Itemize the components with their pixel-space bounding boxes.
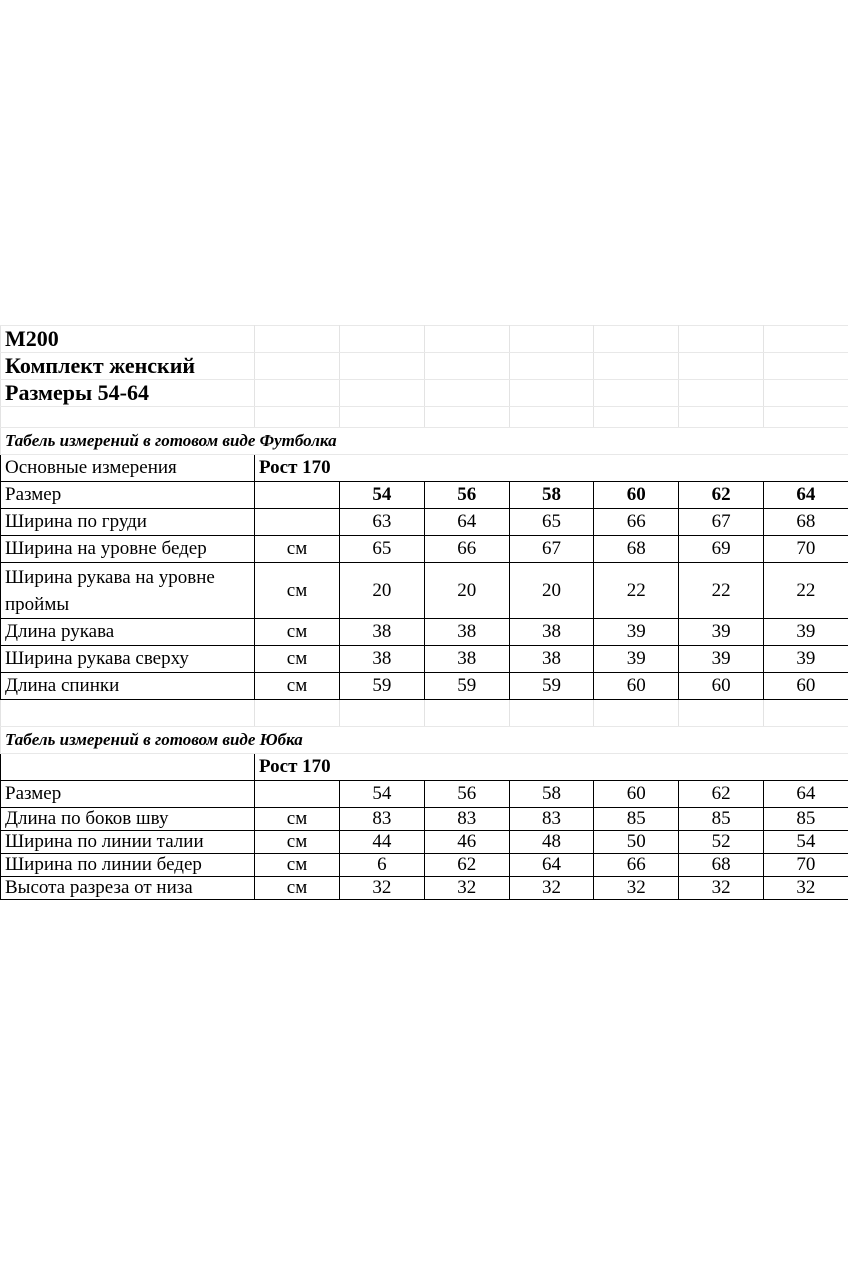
measurement-value: 83 <box>424 808 509 831</box>
size-value: 56 <box>424 482 509 509</box>
size-value: 64 <box>763 482 848 509</box>
measurement-value: 52 <box>679 831 764 854</box>
measurement-value: 68 <box>763 509 848 536</box>
measurement-row <box>1 673 848 700</box>
measurement-label: Ширина рукава на уровне проймы <box>1 563 255 619</box>
empty-cell <box>679 407 764 428</box>
unit-cell: см <box>255 536 340 563</box>
empty-cell <box>340 326 425 353</box>
empty-cell <box>340 380 425 407</box>
empty-cell <box>424 407 509 428</box>
empty-cell <box>340 700 425 727</box>
measurement-value: 60 <box>763 673 848 700</box>
empty-cell <box>679 700 764 727</box>
empty-cell <box>509 700 594 727</box>
size-range: Размеры 54-64 <box>1 380 255 407</box>
size-value: 62 <box>679 781 764 808</box>
measurement-value: 20 <box>509 563 594 619</box>
measurement-value: 83 <box>509 808 594 831</box>
measurement-value: 60 <box>679 673 764 700</box>
measurement-row <box>1 877 848 900</box>
size-value: 62 <box>679 482 764 509</box>
empty-cell <box>509 380 594 407</box>
empty-cell <box>509 353 594 380</box>
measurement-value: 83 <box>340 808 425 831</box>
empty-cell <box>1 754 255 781</box>
measurement-row <box>1 509 848 536</box>
unit-cell: см <box>255 808 340 831</box>
empty-cell <box>509 407 594 428</box>
unit-cell: см <box>255 877 340 900</box>
product-row <box>1 353 848 380</box>
measurement-value: 44 <box>340 831 425 854</box>
spacer-row <box>1 700 848 727</box>
measurement-row <box>1 831 848 854</box>
empty-cell <box>763 407 848 428</box>
measurement-value: 70 <box>763 854 848 877</box>
size-value: 58 <box>509 781 594 808</box>
height-label: Рост 170 <box>255 455 848 482</box>
measurement-value: 64 <box>424 509 509 536</box>
measurement-value: 70 <box>763 536 848 563</box>
measurement-value: 22 <box>594 563 679 619</box>
model-row <box>1 326 848 353</box>
measurement-label: Ширина на уровне бедер <box>1 536 255 563</box>
measurement-value: 59 <box>509 673 594 700</box>
measurement-value: 39 <box>679 619 764 646</box>
size-label: Размер <box>1 781 255 808</box>
measurement-label: Высота разреза от низа <box>1 877 255 900</box>
basic-row <box>1 455 848 482</box>
size-header-row <box>1 482 848 509</box>
size-label: Размер <box>1 482 255 509</box>
measurement-value: 39 <box>763 646 848 673</box>
measurement-value: 62 <box>424 854 509 877</box>
empty-cell <box>763 353 848 380</box>
measurement-value: 32 <box>424 877 509 900</box>
empty-cell <box>594 407 679 428</box>
empty-cell <box>1 700 255 727</box>
measurement-value: 59 <box>424 673 509 700</box>
size-value: 56 <box>424 781 509 808</box>
measurement-value: 66 <box>594 854 679 877</box>
measurement-value: 39 <box>594 646 679 673</box>
measurement-value: 32 <box>340 877 425 900</box>
measurement-value: 63 <box>340 509 425 536</box>
empty-cell <box>763 380 848 407</box>
spacer-row <box>1 407 848 428</box>
measurement-value: 38 <box>340 646 425 673</box>
empty-cell <box>340 353 425 380</box>
unit-cell: см <box>255 831 340 854</box>
size-value: 60 <box>594 482 679 509</box>
measurement-value: 60 <box>594 673 679 700</box>
empty-cell <box>594 380 679 407</box>
unit-cell: см <box>255 619 340 646</box>
measurement-label: Длина рукава <box>1 619 255 646</box>
empty-cell <box>424 353 509 380</box>
unit-cell <box>255 781 340 808</box>
measurement-value: 65 <box>509 509 594 536</box>
measurement-value: 22 <box>763 563 848 619</box>
empty-cell <box>424 380 509 407</box>
section-title-row <box>1 428 848 455</box>
measurement-value: 6 <box>340 854 425 877</box>
measurement-value: 66 <box>424 536 509 563</box>
measurement-value: 85 <box>763 808 848 831</box>
measurement-row <box>1 619 848 646</box>
empty-cell <box>255 407 340 428</box>
measurement-value: 38 <box>509 619 594 646</box>
measurement-value: 38 <box>509 646 594 673</box>
size-value: 54 <box>340 482 425 509</box>
measurement-label: Длина спинки <box>1 673 255 700</box>
measurement-row <box>1 808 848 831</box>
empty-cell <box>679 380 764 407</box>
measurement-value: 65 <box>340 536 425 563</box>
measurement-row <box>1 536 848 563</box>
sizes-row <box>1 380 848 407</box>
empty-cell <box>509 326 594 353</box>
measurement-value: 48 <box>509 831 594 854</box>
measurement-value: 50 <box>594 831 679 854</box>
measurement-value: 20 <box>424 563 509 619</box>
measurement-value: 59 <box>340 673 425 700</box>
size-value: 64 <box>763 781 848 808</box>
measurement-label: Ширина рукава сверху <box>1 646 255 673</box>
empty-cell <box>594 700 679 727</box>
measurement-label: Ширина по линии бедер <box>1 854 255 877</box>
empty-cell <box>763 700 848 727</box>
measurement-value: 32 <box>594 877 679 900</box>
size-value: 60 <box>594 781 679 808</box>
empty-cell <box>594 353 679 380</box>
measurement-value: 66 <box>594 509 679 536</box>
height-row <box>1 754 848 781</box>
measurement-value: 68 <box>679 854 764 877</box>
unit-cell: см <box>255 563 340 619</box>
basic-label: Основные измерения <box>1 455 255 482</box>
unit-cell <box>255 509 340 536</box>
model-code: М200 <box>1 326 255 353</box>
unit-cell: см <box>255 646 340 673</box>
measurement-row <box>1 563 848 619</box>
size-header-row <box>1 781 848 808</box>
empty-cell <box>679 326 764 353</box>
empty-cell <box>340 407 425 428</box>
measurement-value: 69 <box>679 536 764 563</box>
measurement-row <box>1 646 848 673</box>
measurement-value: 67 <box>509 536 594 563</box>
empty-cell <box>424 326 509 353</box>
measurement-value: 39 <box>594 619 679 646</box>
measurement-value: 20 <box>340 563 425 619</box>
height-label: Рост 170 <box>255 754 848 781</box>
unit-cell <box>255 482 340 509</box>
spreadsheet <box>0 325 848 900</box>
empty-cell <box>594 326 679 353</box>
measurement-value: 22 <box>679 563 764 619</box>
measurement-value: 32 <box>509 877 594 900</box>
empty-cell <box>255 353 340 380</box>
measurement-value: 46 <box>424 831 509 854</box>
empty-cell <box>1 407 255 428</box>
empty-cell <box>255 700 340 727</box>
measurement-value: 85 <box>594 808 679 831</box>
product-name: Комплект женский <box>1 353 255 380</box>
measurement-label: Ширина по линии талии <box>1 831 255 854</box>
empty-cell <box>255 380 340 407</box>
measurement-value: 85 <box>679 808 764 831</box>
measurement-value: 39 <box>763 619 848 646</box>
measurement-value: 38 <box>424 646 509 673</box>
empty-cell <box>679 353 764 380</box>
measurement-value: 68 <box>594 536 679 563</box>
skirt-section-title: Табель измерений в готовом виде Юбка <box>1 727 848 754</box>
measurement-value: 38 <box>340 619 425 646</box>
measurement-label: Ширина по груди <box>1 509 255 536</box>
measurement-label: Длина по боков шву <box>1 808 255 831</box>
size-value: 58 <box>509 482 594 509</box>
measurement-value: 54 <box>763 831 848 854</box>
section-title-row <box>1 727 848 754</box>
tshirt-section-title: Табель измерений в готовом виде Футболка <box>1 428 848 455</box>
measurement-row <box>1 854 848 877</box>
size-chart-table <box>0 325 848 900</box>
measurement-value: 32 <box>679 877 764 900</box>
measurement-value: 64 <box>509 854 594 877</box>
measurement-value: 32 <box>763 877 848 900</box>
empty-cell <box>763 326 848 353</box>
empty-cell <box>255 326 340 353</box>
measurement-value: 38 <box>424 619 509 646</box>
unit-cell: см <box>255 673 340 700</box>
measurement-value: 39 <box>679 646 764 673</box>
measurement-value: 67 <box>679 509 764 536</box>
size-value: 54 <box>340 781 425 808</box>
unit-cell: см <box>255 854 340 877</box>
empty-cell <box>424 700 509 727</box>
